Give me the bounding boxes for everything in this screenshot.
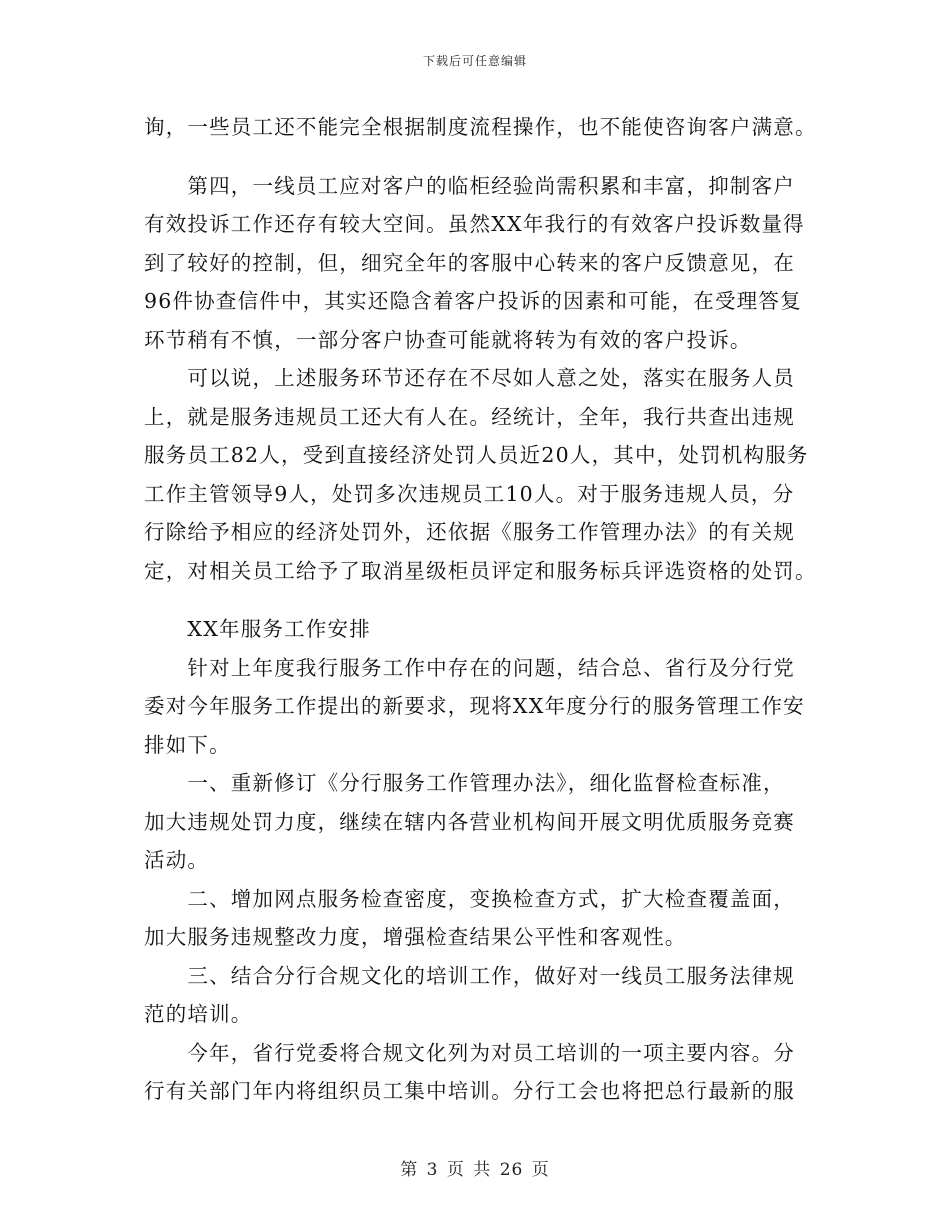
text-line: 活动。	[144, 848, 210, 872]
text-line: 环节稍有不慎，一部分客户协查可能就将转为有效的客户投诉。	[144, 327, 752, 352]
text-line: 有效投诉工作还存有较大空间。虽然XX年我行的有效客户投诉数量得	[144, 212, 805, 236]
paragraph-gap	[144, 147, 816, 167]
text-line: 96件协查信件中，其实还隐含着客户投诉的因素和可能，在受理答复	[144, 289, 802, 313]
paragraph-gap	[144, 590, 816, 610]
text-line: 二、增加网点服务检查密度，变换检查方式，扩大检查覆盖面，	[144, 886, 795, 911]
text-line: 针对上年度我行服务工作中存在的问题，结合总、省行及分行党	[144, 655, 795, 680]
text-line: 一、重新修订《分行服务工作管理办法》，细化监督检查标准，	[144, 771, 785, 795]
text-line: 第四，一线员工应对客户的临柜经验尚需积累和丰富，抑制客户	[144, 173, 795, 198]
text-line: 行有关部门年内将组织员工集中培训。分行工会也将把总行最新的服	[144, 1079, 795, 1103]
text-line: 服务员工82人，受到直接经济处罚人员近20人，其中，处罚机构服务	[144, 443, 809, 467]
text-line: 行除给予相应的经济处罚外，还依据《服务工作管理办法》的有关规	[144, 520, 795, 544]
text-line: 询，一些员工还不能完全根据制度流程操作，也不能使咨询客户满意。	[144, 115, 817, 139]
section-heading: XX年服务工作安排	[144, 617, 371, 641]
text-line: 上，就是服务违规员工还大有人在。经统计，全年，我行共查出违规	[144, 404, 795, 429]
text-line: 加大服务违规整改力度，增强检查结果公平性和客观性。	[144, 925, 687, 949]
page-header: 下载后可任意编辑	[422, 54, 527, 68]
text-line: 工作主管领导9人，处罚多次违规员工10人。对于服务违规人员，分	[144, 481, 795, 506]
page-number: 第 3 页 共 26 页	[400, 1160, 550, 1180]
text-line: 定，对相关员工给予了取消星级柜员评定和服务标兵评选资格的处罚。	[144, 558, 817, 583]
text-line: 范的培训。	[144, 1002, 253, 1026]
text-line: 三、结合分行合规文化的培训工作，做好对一线员工服务法律规	[144, 963, 795, 988]
text-line: 可以说，上述服务环节还存在不尽如人意之处，落实在服务人员	[144, 366, 795, 390]
text-line: 今年，省行党委将合规文化列为对员工培训的一项主要内容。分	[144, 1040, 795, 1065]
text-line: 加大违规处罚力度，继续在辖内各营业机构间开展文明优质服务竞赛	[144, 809, 795, 834]
text-line: 排如下。	[144, 732, 231, 757]
text-line: 到了较好的控制，但，细究全年的客服中心转来的客户反馈意见，在	[144, 250, 795, 275]
document-body	[144, 108, 816, 1111]
text-line: 委对今年服务工作提出的新要求，现将XX年度分行的服务管理工作安	[144, 694, 805, 718]
